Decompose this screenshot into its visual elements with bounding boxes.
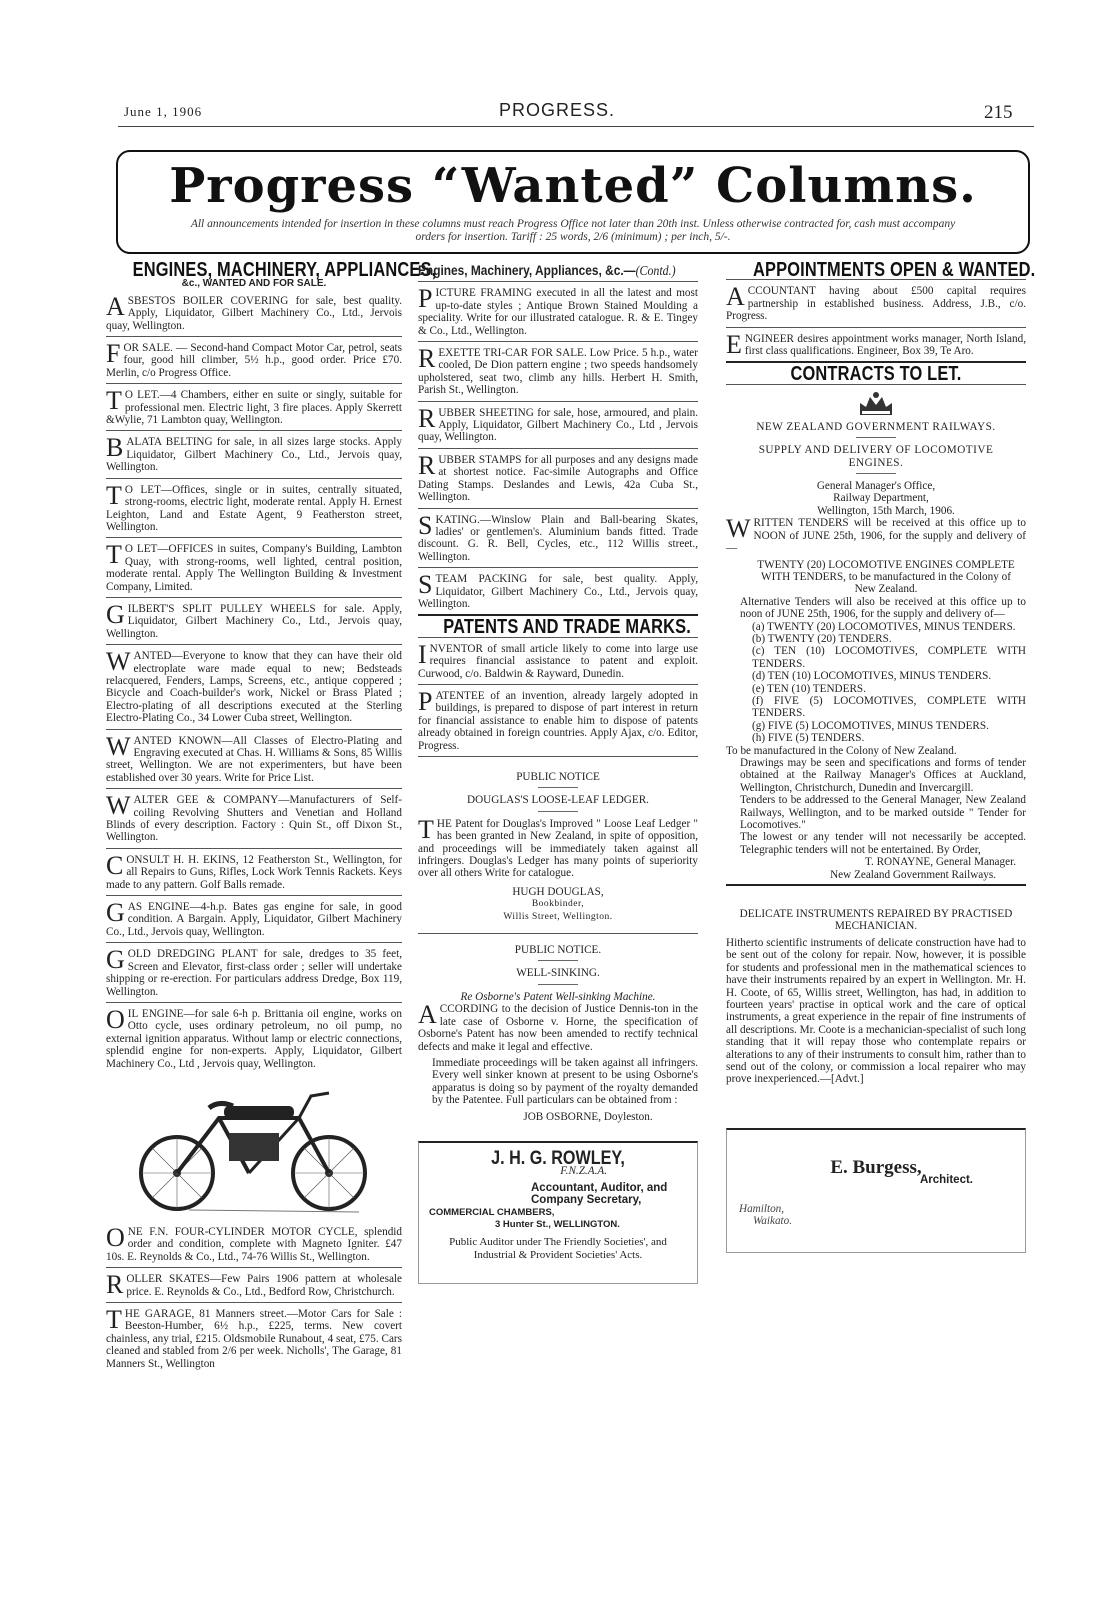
classified-ad: PICTURE FRAMING executed in all the latest and most up-to-date styles ; Antique Brown Stained Moulding a speciality. Write for our illustrated catalogue. R. & E. Tingey & Co., Ltd., Wellington. bbox=[418, 284, 698, 337]
classified-ad: TO LET.—4 Chambers, either en suite or singly, suitable for professional men. Electric light, 3 fire places. Apply Skerrett &Wylie, 71 Lambton quay, Wellington. bbox=[106, 386, 402, 427]
banner-title: Progress “Wanted” Columns. bbox=[169, 158, 977, 214]
notice-role: Bookbinder, bbox=[531, 899, 585, 910]
classified-ad: CONSULT H. H. EKINS, 12 Featherston St., Wellington, for all Repairs to Guns, Rifles, Lock Work Tennis Rackets. Keys made to any pattern. Golf Balls remade. bbox=[106, 850, 402, 891]
section-subheading: &c., WANTED AND FOR SALE. bbox=[181, 278, 327, 290]
tender-p4: Drawings may be seen and specifications and forms of tender obtained at the Railway Manager's Offices at Auckland, Wellington, Christchurch, Dunedin and Invercargill. bbox=[740, 757, 1026, 794]
burgess-addr-1: Hamilton, bbox=[739, 1202, 785, 1215]
patent-ad: INVENTOR of small article likely to come into large use requires financial assistance to patent and exploit. Curwood, c/o. Baldwin & Rayward, Dunedin. bbox=[418, 639, 698, 680]
classified-ad: RUBBER STAMPS for all purposes and any designs made at shortest notice. Fac-simile Autographs and Office Dating Stamps. Deslandes and Lewis, 42a Cuba St., Wellington. bbox=[418, 450, 698, 504]
column-engines-contd bbox=[418, 264, 698, 1284]
burgess-card bbox=[726, 1128, 1026, 1253]
notice2-italic: Re Osborne's Patent Well-sinking Machine. bbox=[460, 990, 656, 1003]
tender-item: (e) TEN (10) TENDERS. bbox=[752, 682, 866, 695]
tender-item: (f) FIVE (5) LOCOMOTIVES, COMPLETE WITH TENDERS. bbox=[752, 694, 1026, 720]
issue-date: June 1, 1906 bbox=[124, 104, 203, 119]
tender-item: (b) TWENTY (20) TENDERS. bbox=[752, 632, 892, 645]
tender-signature-2: New Zealand Government Railways. bbox=[830, 868, 996, 881]
classified-ad: TO LET—Offices, single or in suites, centrally situated, strong-rooms, electric light, moderate rental. Apply H. Ernest Leighton, Land and Estate Agent, 9 Featherston street, Wellington. bbox=[106, 480, 402, 533]
classified-ad: ROLLER SKATES—Few Pairs 1906 pattern at wholesale price. E. Reynolds & Co., Ltd., Bedford Row, Christchurch. bbox=[106, 1270, 402, 1300]
classified-ad: GAS ENGINE—4-h.p. Bates gas engine for sale, in good condition. A Bargain. Apply, Liquidator, Gilbert Machinery Co., Ltd., Jervois quay, Wellington. bbox=[106, 898, 402, 938]
notice-title: PUBLIC NOTICE bbox=[516, 771, 600, 783]
rowley-role-2: Company Secretary, bbox=[531, 1194, 642, 1207]
classified-ad: ONE F.N. FOUR-CYLINDER MOTOR CYCLE, splendid order and condition, complete with Magneto Igniter. £47 10s. E. Reynolds & Co., Ltd., 74-76 Willis St., Wellington. bbox=[106, 1222, 402, 1263]
classified-ad: THE GARAGE, 81 Manners street.—Motor Cars for Sale : Beeston-Humber, 6½ h.p., £225, terms. New covert chainless, any trial, £215. Oldsmobile Runabout, 4 seat, £75. Cars cleaned and stabled from 2/6 per week. Nicholls', The Garage, 81 Manners St., Wellington bbox=[106, 1304, 402, 1370]
classified-ad: GILBERT'S SPLIT PULLEY WHEELS for sale. Apply, Liquidator, Gilbert Machinery Co., Ltd., Jervois quay, Wellington. bbox=[106, 599, 402, 640]
classified-ad: TO LET—OFFICES in suites, Company's Building, Lambton Quay, with strong-rooms, well lighted, central position, moderate rental. Apply The Wellington Building & Investment Company, Limited. bbox=[106, 540, 402, 593]
tender-p5: Tenders to be addressed to the General Manager, New Zealand Railways, Wellington, and to be marked outside " Tender for Locomotives." bbox=[740, 794, 1026, 832]
rowley-addr-1: COMMERCIAL CHAMBERS, bbox=[429, 1206, 555, 1218]
tender-p1: WRITTEN TENDERS will be received at this office up to NOON of JUNE 25th, 1906, for the supply and delivery of— bbox=[726, 514, 1026, 555]
notice-subtitle: DOUGLAS'S LOOSE-LEAF LEDGER. bbox=[467, 794, 649, 807]
crown-crest-icon bbox=[856, 391, 896, 417]
classified-ad: GOLD DREDGING PLANT for sale, dredges to 35 feet, Screen and Elevator, first-class order ; seller will undertake shipping or re-erection. For particulars address Dredge, Box 119, Wellington. bbox=[106, 945, 402, 998]
ads-list bbox=[726, 282, 1026, 359]
classified-ad: ASBESTOS BOILER COVERING for sale, best quality. Apply, Liquidator, Gilbert Machinery Co., Ltd., Jervois quay, Wellington. bbox=[106, 291, 402, 332]
tender-signature-1: T. RONAYNE, General Manager. bbox=[865, 856, 1016, 869]
tender-item: (g) FIVE (5) LOCOMOTIVES, MINUS TENDERS. bbox=[752, 719, 989, 732]
section-heading-contracts: CONTRACTS TO LET. bbox=[790, 363, 962, 386]
ads-list bbox=[106, 291, 402, 1070]
notice-body: THE Patent for Douglas's Improved " Loose Leaf Ledger " has been granted in New Zealand, in spite of opposition, and proceedings will be immediately taken against all infringers. Douglas's Ledger has many points of superiority over all others Write for catalogue. bbox=[418, 814, 698, 880]
classified-ad: REXETTE TRI-CAR FOR SALE. Low Price. 5 h.p., water cooled, De Dion pattern engine ; two speeds handsomely upholstered, seat two, climb any hills. Herbert H. Smith, Parish St., Wellington. bbox=[418, 344, 698, 397]
rowley-addr-2: 3 Hunter St., WELLINGTON. bbox=[495, 1218, 620, 1230]
classified-ad: WALTER GEE & COMPANY—Manufacturers of Self-coiling Revolving Shutters and Venetian and Holland Blinds of every description. Factory : Quin St., off Dixon St., Wellington. bbox=[106, 791, 402, 844]
rowley-name: J. H. G. ROWLEY, bbox=[491, 1147, 625, 1169]
notice2-subtitle: WELL-SINKING. bbox=[516, 967, 600, 980]
classified-ad: ACCOUNTANT having about £500 capital requires partnership in established business. Address, J.B., c/o. Progress. bbox=[726, 282, 1026, 323]
classified-ad: FOR SALE. — Second-hand Compact Motor Car, petrol, seats four, good hill climber, 5½ h.p., good order. Price £70. Merlin, c/o Progress Office. bbox=[106, 339, 402, 379]
motorcycle-illustration bbox=[129, 1078, 379, 1218]
tender-p6: The lowest or any tender will not necessarily be accepted. Telegraphic tenders will not be entertained. By Order, bbox=[740, 831, 1026, 856]
patent-ad: PATENTEE of an invention, already largely adopted in buildings, is prepared to dispose of part interest in return for financial assistance to enable him to dispose of patents already obtained in foreign countries. Apply Ajax, c/o. Editor, Progress. bbox=[418, 686, 698, 752]
notice2-signature: JOB OSBORNE, Doyleston. bbox=[523, 1110, 653, 1123]
tender-items bbox=[726, 621, 1026, 745]
column-appointments bbox=[726, 259, 1036, 1253]
section-heading-engines: ENGINES, MACHINERY, APPLIANCES, bbox=[132, 259, 437, 281]
instruments-title: DELICATE INSTRUMENTS REPAIRED BY PRACTISED MECHANICIAN. bbox=[739, 908, 1013, 933]
classified-ad: OIL ENGINE—for sale 6-h p. Brittania oil engine, works on Otto cycle, uses ordinary petroleum, no oil pump, no external ignition apparatus. Without lamp or electric connections, splendid engine for non-experts. Apply, Liquidator, Gilbert Machinery Co., Ltd , Jervois quay, Wellington. bbox=[106, 1004, 402, 1070]
instruments-body: Hitherto scientific instruments of delicate construction have had to be sent out of the colony for repair. Now, however, it is possible for students and professional men in the mathematical sciences to have their instruments repaired by an expert in Wellington. Mr. H. H. Coote, of 65, Willis street, Wellington, has had, in addition to fourteen years' practise in optical work and the care of optical instruments, a great experience in the repair of fine instruments of all descriptions. Mr. Coote is a mechanician-specialist of such long standing that it will repay those who contemplate repairs or alterations to any of their instruments to consult him, rather than to send out of the colony, or commission a local repairer who may prove inexperienced.—[Advt.] bbox=[726, 936, 1026, 1086]
wanted-columns-banner bbox=[116, 150, 1030, 254]
tender-p1b: TWENTY (20) LOCOMOTIVE ENGINES COMPLETE WITH TENDERS, to be manufactured in the Colony of New Zealand. bbox=[757, 558, 1015, 596]
notice-name: HUGH DOUGLAS, bbox=[512, 885, 604, 898]
tender-item: (a) TWENTY (20) LOCOMOTIVES, MINUS TENDERS. bbox=[752, 620, 1016, 633]
burgess-addr-2: Waikato. bbox=[753, 1214, 793, 1227]
classified-ad: BALATA BELTING for sale, in all sizes large stocks. Apply Liquidator, Gilbert Machinery Co., Ltd., Jervois quay, Wellington. bbox=[106, 433, 402, 474]
classified-ad: STEAM PACKING for sale, best quality. Apply, Liquidator, Gilbert Machinery Co., Ltd., Jervois quay, Wellington. bbox=[418, 570, 698, 610]
rowley-qual: F.N.Z.A.A. bbox=[560, 1165, 607, 1178]
classified-ad: SKATING.—Winslow Plain and Ball-bearing Skates, ladies' or gentlemen's. Aluminium bands fitted. Trade discount. G. R. Bell, Cycles, etc., 112 Willis street., Wellington. bbox=[418, 510, 698, 563]
rowley-role-1: Accountant, Auditor, and bbox=[531, 1181, 668, 1194]
tender-org: NEW ZEALAND GOVERNMENT RAILWAYS. bbox=[756, 420, 996, 433]
burgess-role: Architect. bbox=[919, 1174, 973, 1187]
tender-item: (d) TEN (10) LOCOMOTIVES, MINUS TENDERS. bbox=[752, 670, 992, 683]
classified-ad: WANTED—Everyone to know that they can have their old electroplate ware made equal to new; Bedsteads relacquered, Fenders, Lamps, Screens, etc., antique coppered ; Bicycle and Coach-builder's work, Nickel or Brass Plated ; Electro-plating of all descriptions executed at the Sterling Electro-Plating Co., 34 Lower Cuba street, Wellington. bbox=[106, 647, 402, 725]
patents-list bbox=[418, 639, 698, 752]
tender-office-1: General Manager's Office, bbox=[816, 480, 936, 493]
section-heading-appointments: APPOINTMENTS OPEN & WANTED. bbox=[753, 259, 1036, 281]
tender-p3: To be manufactured in the Colony of New Zealand. bbox=[726, 744, 957, 757]
burgess-name: E. Burgess, bbox=[830, 1156, 922, 1178]
rowley-footer: Public Auditor under The Friendly Societies', and Industrial & Provident Societies' Acts. bbox=[449, 1236, 667, 1261]
notice2-title: PUBLIC NOTICE. bbox=[514, 944, 602, 957]
section-heading-contd: Engines, Machinery, Appliances, &c.—(Contd.) bbox=[418, 262, 676, 279]
page-number: 215 bbox=[984, 102, 1013, 123]
tender-item: (c) TEN (10) LOCOMOTIVES, COMPLETE WITH TENDERS. bbox=[752, 645, 1026, 670]
ads-list-2 bbox=[106, 1222, 402, 1370]
notice2-body1: ACCORDING to the decision of Justice Dennis-ton in the late case of Osborne v. Horne, the specification of Osborne's Patent has now been amended to rectify technical defects and make it legal and effective. bbox=[418, 1000, 698, 1053]
tender-p2: Alternative Tenders will also be received at this office up to noon of JUNE 25th, 1906, for the supply and delivery of— bbox=[740, 595, 1026, 621]
column-engines bbox=[106, 259, 437, 1374]
classified-ad: ENGINEER desires appointment works manager, North Island, first class qualifications. Engineer, Box 39, Te Aro. bbox=[726, 329, 1026, 359]
tender-office-3: Wellington, 15th March, 1906. bbox=[817, 504, 955, 517]
rowley-card bbox=[418, 1141, 698, 1284]
notice-address: Willis Street, Wellington. bbox=[503, 911, 613, 922]
tender-office-2: Railway Department, bbox=[833, 492, 929, 505]
ads-list bbox=[418, 284, 698, 610]
publication-title: PROGRESS. bbox=[498, 100, 616, 120]
tender-title: SUPPLY AND DELIVERY OF LOCOMOTIVE ENGINES. bbox=[758, 444, 994, 469]
section-heading-patents: PATENTS AND TRADE MARKS. bbox=[443, 616, 692, 639]
header-rule bbox=[118, 126, 1034, 127]
classified-ad: RUBBER SHEETING for sale, hose, armoured, and plain. Apply, Liquidator, Gilbert Machinery Co., Ltd , Jervois quay, Wellington. bbox=[418, 403, 698, 444]
tender-item: (h) FIVE (5) TENDERS. bbox=[752, 732, 865, 745]
banner-note: All announcements intended for insertion in these columns must reach Progress Office not later than 20th inst. Unless otherwise contracted for, cash must accompany orders for insertion. Tariff : 25 words, 2/6 (minimum) ; per inch, 5/-. bbox=[190, 218, 956, 243]
classified-ad: WANTED KNOWN—All Classes of Electro-Plating and Engraving executed at Chas. H. Williams & Sons, 85 Willis street, Wellington. We are not experimenters, but have been established over 30 years. Write for Price List. bbox=[106, 731, 402, 784]
notice2-body2: Immediate proceedings will be taken against all infringers. Every well sinker known at present to be using Osborne's apparatus is doing so by payment of the royalty demanded by the Patentee. Full particulars can be obtained from : bbox=[432, 1056, 698, 1107]
